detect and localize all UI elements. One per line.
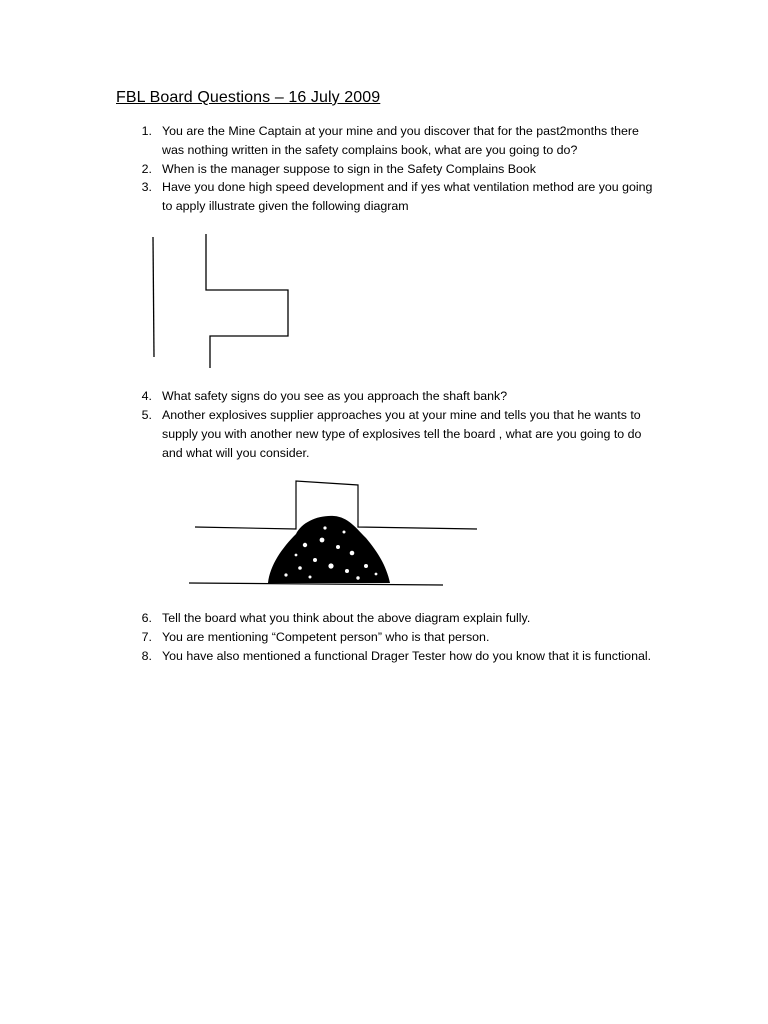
- question-number: 7.: [141, 630, 152, 644]
- question-text: What safety signs do you see as you approach the shaft bank?: [162, 389, 508, 403]
- question-text: You are the Mine Captain at your mine and you discover that for the past2months there was nothing written in the safety complains book, what are you going to do?: [162, 124, 639, 157]
- question-text: When is the manager suppose to sign in the Safety Complains Book: [162, 162, 536, 176]
- question-text: Have you done high speed development and if yes what ventilation method are you going to apply illustrate given the following diagram: [162, 180, 653, 213]
- question-number: 6.: [141, 611, 152, 625]
- question-text: Tell the board what you think about the above diagram explain fully.: [162, 611, 531, 625]
- question-text: You have also mentioned a functional Drager Tester how do you know that it is functional.: [162, 649, 652, 663]
- rock-pile: [268, 516, 390, 583]
- page-title: FBL Board Questions – 16 July 2009: [116, 89, 381, 106]
- question-number: 1.: [141, 124, 152, 138]
- floor-line: [189, 583, 443, 585]
- question-number: 8.: [141, 649, 152, 663]
- question-number: 5.: [141, 408, 152, 422]
- question-number: 3.: [141, 180, 152, 194]
- question-number: 4.: [141, 389, 152, 403]
- question-text: You are mentioning “Competent person” who is that person.: [162, 630, 490, 644]
- question-text: Another explosives supplier approaches you at your mine and tells you that he wants to supply you with another new type of explosives tell the board , what are you going to do and what will you consider.: [162, 408, 642, 460]
- question-number: 2.: [141, 162, 152, 176]
